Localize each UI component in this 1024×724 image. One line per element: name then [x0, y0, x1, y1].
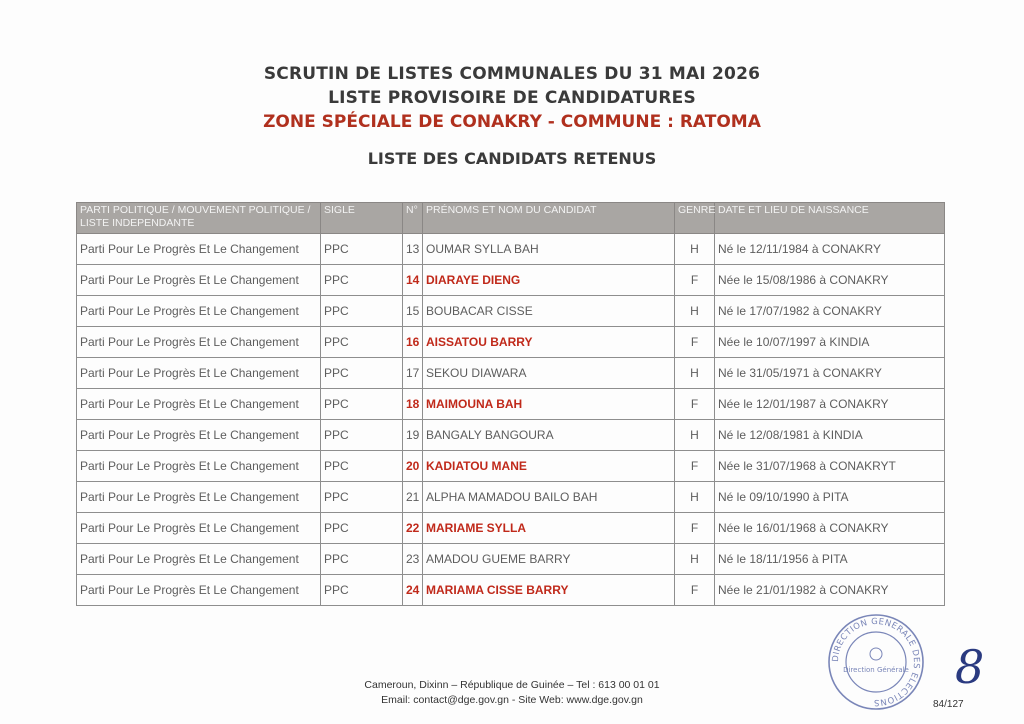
- cell-naissance: Née le 21/01/1982 à CONAKRY: [715, 575, 945, 606]
- cell-naissance: Née le 15/08/1986 à CONAKRY: [715, 265, 945, 296]
- cell-num: 24: [403, 575, 423, 606]
- cell-sigle: PPC: [321, 420, 403, 451]
- cell-num: 13: [403, 234, 423, 265]
- cell-sigle: PPC: [321, 451, 403, 482]
- cell-sigle: PPC: [321, 296, 403, 327]
- cell-genre: F: [675, 327, 715, 358]
- cell-naissance: Né le 31/05/1971 à CONAKRY: [715, 358, 945, 389]
- zone-title: ZONE SPÉCIALE DE CONAKRY - COMMUNE : RATOMA: [263, 112, 761, 132]
- cell-sigle: PPC: [321, 327, 403, 358]
- table-header-row: [77, 203, 945, 234]
- col-header-num: N°: [403, 203, 423, 234]
- cell-sigle: PPC: [321, 513, 403, 544]
- col-header-sigle: SIGLE: [321, 203, 403, 234]
- cell-sigle: PPC: [321, 234, 403, 265]
- cell-naissance: Né le 12/08/1981 à KINDIA: [715, 420, 945, 451]
- cell-genre: F: [675, 513, 715, 544]
- cell-parti: Parti Pour Le Progrès Et Le Changement: [77, 265, 321, 296]
- cell-parti: Parti Pour Le Progrès Et Le Changement: [77, 327, 321, 358]
- table-row: [77, 234, 945, 265]
- cell-naissance: Né le 18/11/1956 à PITA: [715, 544, 945, 575]
- table-row: [77, 296, 945, 327]
- cell-genre: H: [675, 544, 715, 575]
- table-row: [77, 482, 945, 513]
- document-header: [0, 62, 1024, 168]
- svg-text:Direction Générale: Direction Générale: [843, 666, 909, 674]
- cell-num: 19: [403, 420, 423, 451]
- cell-genre: H: [675, 234, 715, 265]
- page-number: 84/127: [933, 699, 964, 710]
- document-footer: [0, 678, 1024, 708]
- cell-parti: Parti Pour Le Progrès Et Le Changement: [77, 544, 321, 575]
- cell-nom: AISSATOU BARRY: [423, 327, 675, 358]
- candidates-table: [76, 202, 945, 606]
- section-title: LISTE DES CANDIDATS RETENUS: [367, 149, 657, 168]
- cell-sigle: PPC: [321, 482, 403, 513]
- cell-nom: MARIAME SYLLA: [423, 513, 675, 544]
- cell-nom: SEKOU DIAWARA: [423, 358, 675, 389]
- handwritten-signature: 8: [955, 640, 985, 694]
- cell-parti: Parti Pour Le Progrès Et Le Changement: [77, 296, 321, 327]
- table-row: [77, 575, 945, 606]
- cell-num: 18: [403, 389, 423, 420]
- cell-parti: Parti Pour Le Progrès Et Le Changement: [77, 420, 321, 451]
- cell-sigle: PPC: [321, 575, 403, 606]
- cell-naissance: Né le 17/07/1982 à CONAKRY: [715, 296, 945, 327]
- cell-num: 15: [403, 296, 423, 327]
- table-row: [77, 513, 945, 544]
- cell-num: 14: [403, 265, 423, 296]
- cell-naissance: Née le 10/07/1997 à KINDIA: [715, 327, 945, 358]
- table-row: [77, 358, 945, 389]
- cell-nom: KADIATOU MANE: [423, 451, 675, 482]
- col-header-nom: PRÉNOMS ET NOM DU CANDIDAT: [423, 203, 675, 234]
- cell-nom: MARIAMA CISSE BARRY: [423, 575, 675, 606]
- cell-nom: DIARAYE DIENG: [423, 265, 675, 296]
- cell-parti: Parti Pour Le Progrès Et Le Changement: [77, 234, 321, 265]
- cell-nom: MAIMOUNA BAH: [423, 389, 675, 420]
- table-row: [77, 389, 945, 420]
- cell-num: 20: [403, 451, 423, 482]
- svg-text:DIRECTION GENERALE DES ELECTIO: DIRECTION GENERALE DES ELECTIONS: [830, 616, 922, 708]
- cell-genre: H: [675, 482, 715, 513]
- cell-naissance: Né le 09/10/1990 à PITA: [715, 482, 945, 513]
- cell-nom: BANGALY BANGOURA: [423, 420, 675, 451]
- col-header-genre: GENRE: [675, 203, 715, 234]
- table-row: [77, 451, 945, 482]
- election-title: SCRUTIN DE LISTES COMMUNALES DU 31 MAI 2026: [263, 64, 761, 84]
- cell-parti: Parti Pour Le Progrès Et Le Changement: [77, 358, 321, 389]
- cell-parti: Parti Pour Le Progrès Et Le Changement: [77, 451, 321, 482]
- cell-num: 16: [403, 327, 423, 358]
- cell-nom: AMADOU GUEME BARRY: [423, 544, 675, 575]
- cell-naissance: Née le 16/01/1968 à CONAKRY: [715, 513, 945, 544]
- cell-num: 17: [403, 358, 423, 389]
- cell-num: 23: [403, 544, 423, 575]
- footer-address: Cameroun, Dixinn – République de Guinée – Tel : 613 00 01 01: [364, 679, 660, 691]
- cell-sigle: PPC: [321, 544, 403, 575]
- cell-genre: H: [675, 358, 715, 389]
- footer-contact: Email: contact@dge.gov.gn - Site Web: www.dge.gov.gn: [381, 694, 643, 706]
- cell-genre: H: [675, 420, 715, 451]
- col-header-parti: PARTI POLITIQUE / MOUVEMENT POLITIQUE / LISTE INDEPENDANTE: [77, 203, 321, 234]
- cell-genre: H: [675, 296, 715, 327]
- cell-parti: Parti Pour Le Progrès Et Le Changement: [77, 389, 321, 420]
- cell-sigle: PPC: [321, 358, 403, 389]
- col-header-naissance: DATE ET LIEU DE NAISSANCE: [715, 203, 945, 234]
- table-row: [77, 544, 945, 575]
- cell-genre: F: [675, 451, 715, 482]
- table-body: [77, 234, 945, 606]
- cell-genre: F: [675, 265, 715, 296]
- cell-genre: F: [675, 389, 715, 420]
- table-row: [77, 265, 945, 296]
- cell-sigle: PPC: [321, 265, 403, 296]
- table-row: [77, 327, 945, 358]
- cell-genre: F: [675, 575, 715, 606]
- table-row: [77, 420, 945, 451]
- cell-nom: OUMAR SYLLA BAH: [423, 234, 675, 265]
- cell-sigle: PPC: [321, 389, 403, 420]
- cell-parti: Parti Pour Le Progrès Et Le Changement: [77, 482, 321, 513]
- cell-nom: BOUBACAR CISSE: [423, 296, 675, 327]
- cell-naissance: Née le 31/07/1968 à CONAKRYT: [715, 451, 945, 482]
- cell-naissance: Né le 12/11/1984 à CONAKRY: [715, 234, 945, 265]
- cell-parti: Parti Pour Le Progrès Et Le Changement: [77, 575, 321, 606]
- cell-nom: ALPHA MAMADOU BAILO BAH: [423, 482, 675, 513]
- list-subtitle: LISTE PROVISOIRE DE CANDIDATURES: [328, 88, 696, 108]
- cell-num: 22: [403, 513, 423, 544]
- cell-parti: Parti Pour Le Progrès Et Le Changement: [77, 513, 321, 544]
- cell-num: 21: [403, 482, 423, 513]
- cell-naissance: Née le 12/01/1987 à CONAKRY: [715, 389, 945, 420]
